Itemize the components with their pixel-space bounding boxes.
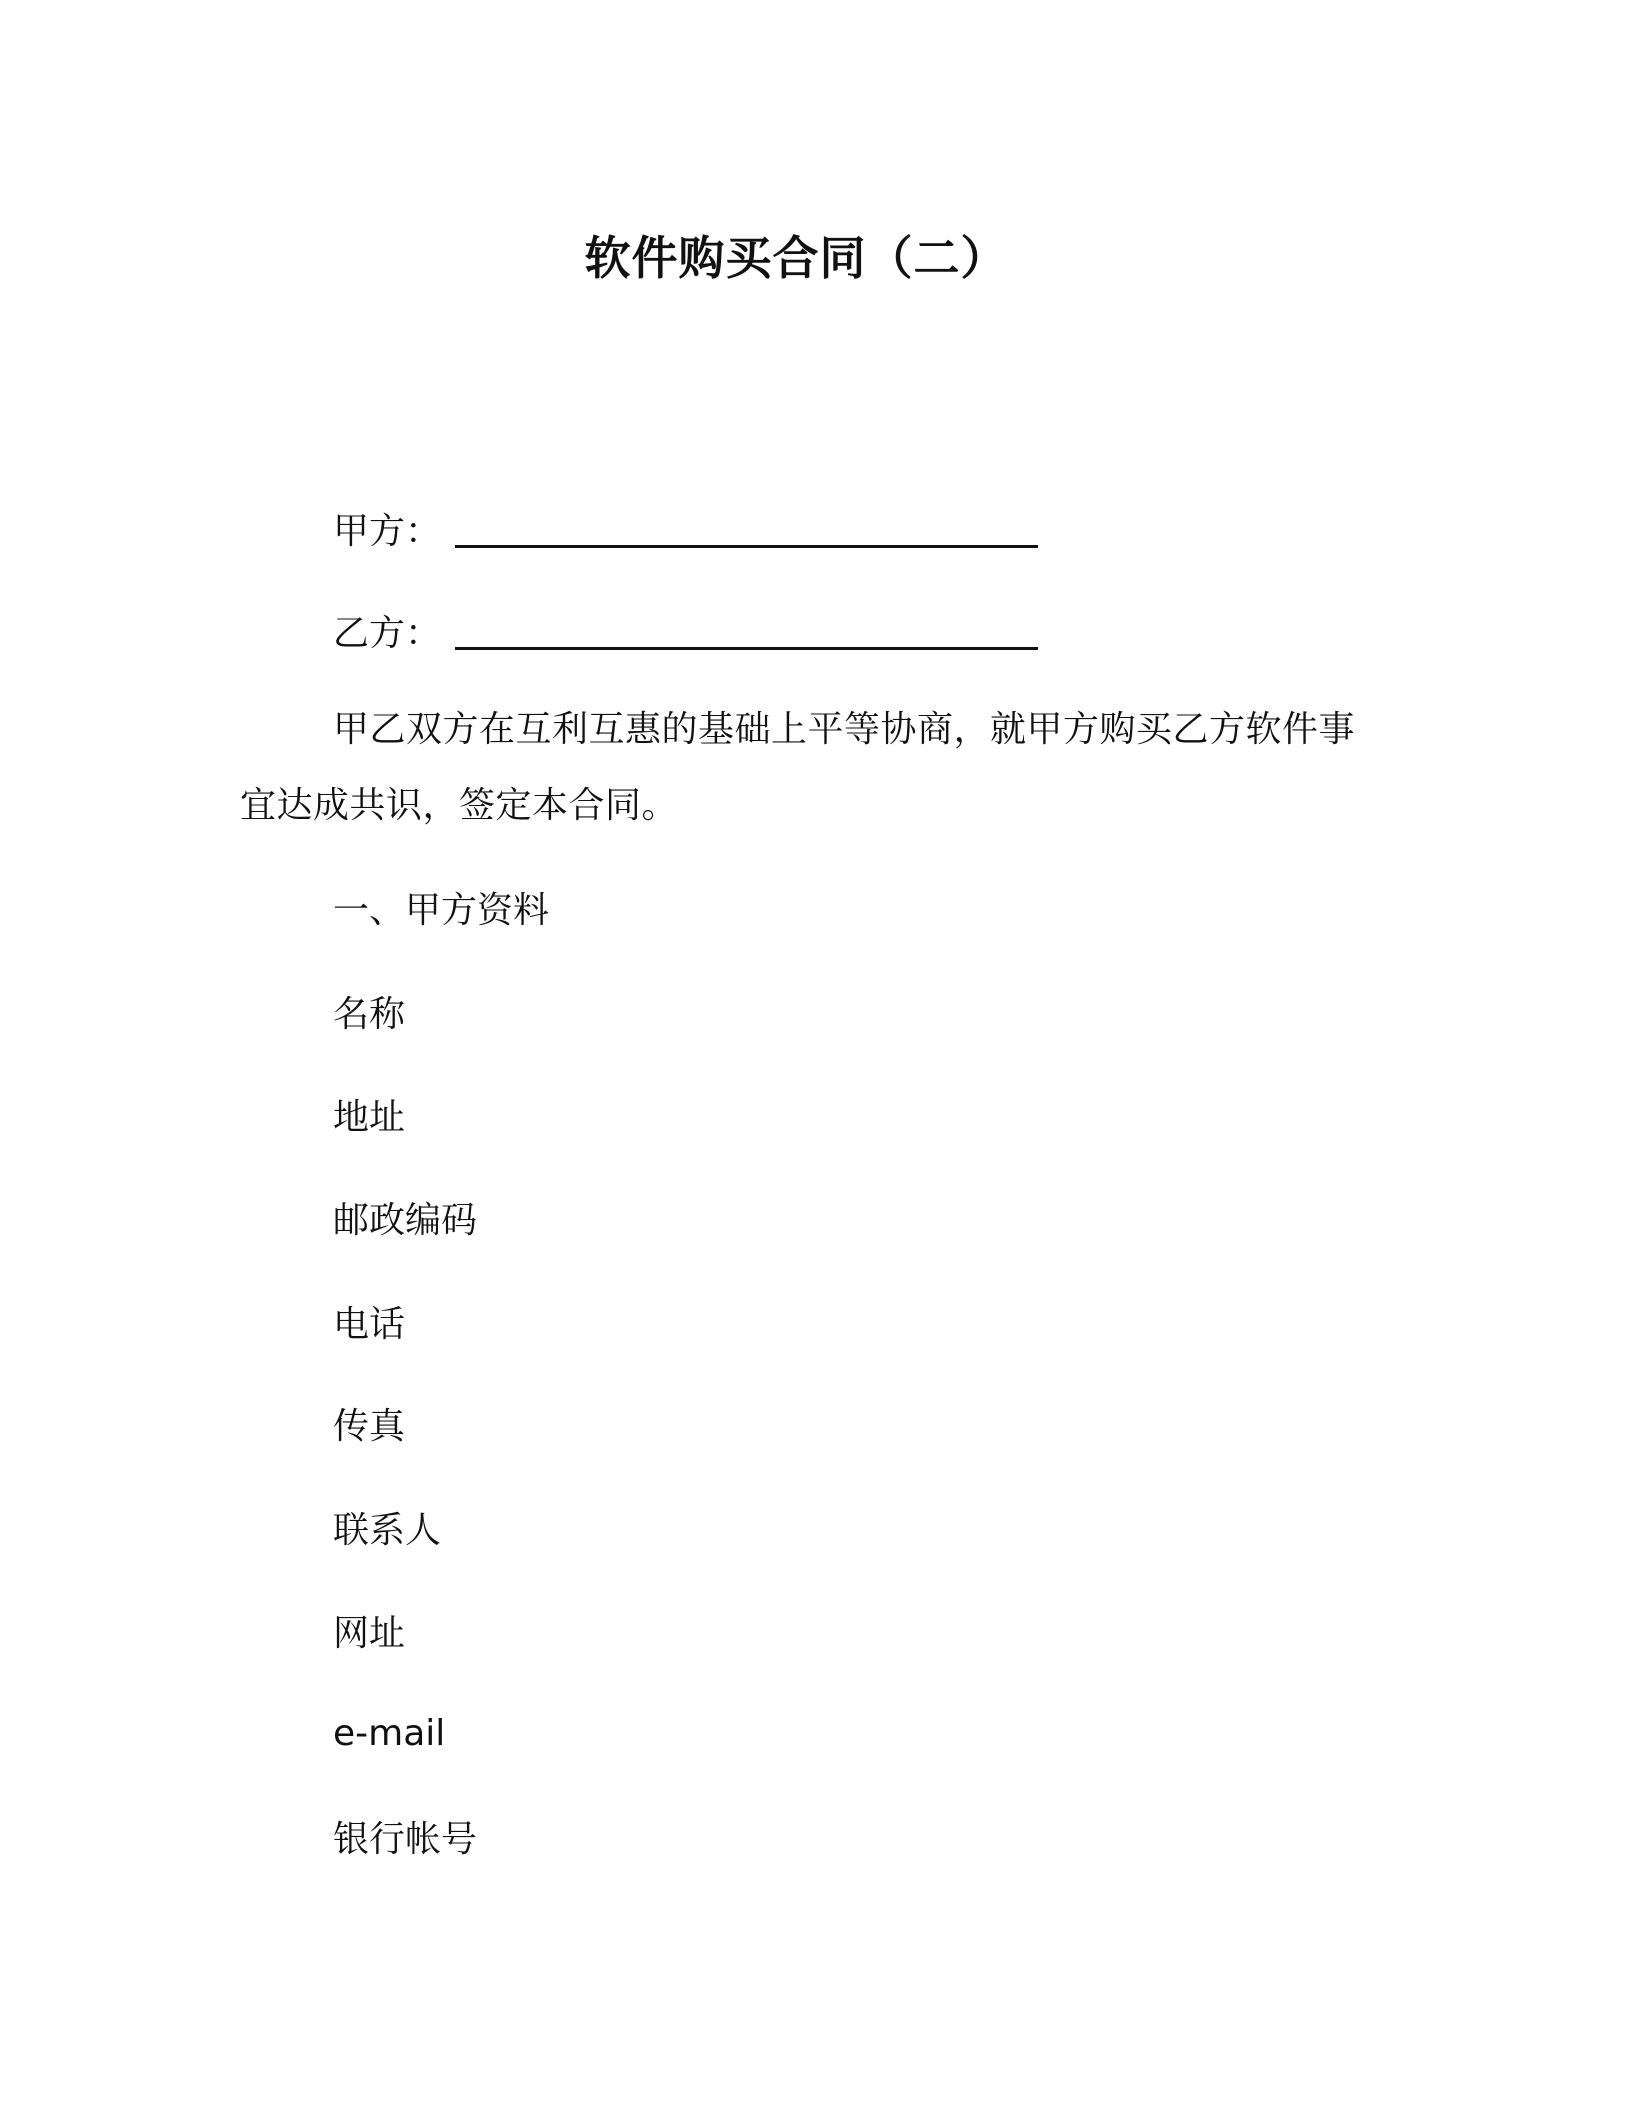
section-one-heading: 一、甲方资料 [333,890,550,931]
field-website-label: 网址 [333,1613,406,1654]
party-b-blank-line [455,613,1038,650]
field-phone-label: 电话 [333,1304,406,1345]
field-name-label: 名称 [333,994,406,1035]
field-postal-code-label: 邮政编码 [333,1200,478,1241]
party-a-label: 甲方： [333,511,442,552]
party-b-label: 乙方： [333,613,442,654]
field-address-label: 地址 [333,1097,406,1138]
field-fax-label: 传真 [333,1406,406,1447]
intro-paragraph: 甲乙双方在互利互惠的基础上平等协商，就甲方购买乙方软件事宜达成共识，签定本合同。 [240,709,1356,826]
party-a-row [333,503,1038,554]
party-a-blank-line [455,511,1038,548]
party-b-row [333,605,1038,656]
field-contact-label: 联系人 [333,1510,442,1551]
document-title: 软件购买合同（二） [584,231,1008,285]
field-bank-account-label: 银行帐号 [333,1819,478,1860]
field-email-label: e-mail [333,1713,446,1754]
